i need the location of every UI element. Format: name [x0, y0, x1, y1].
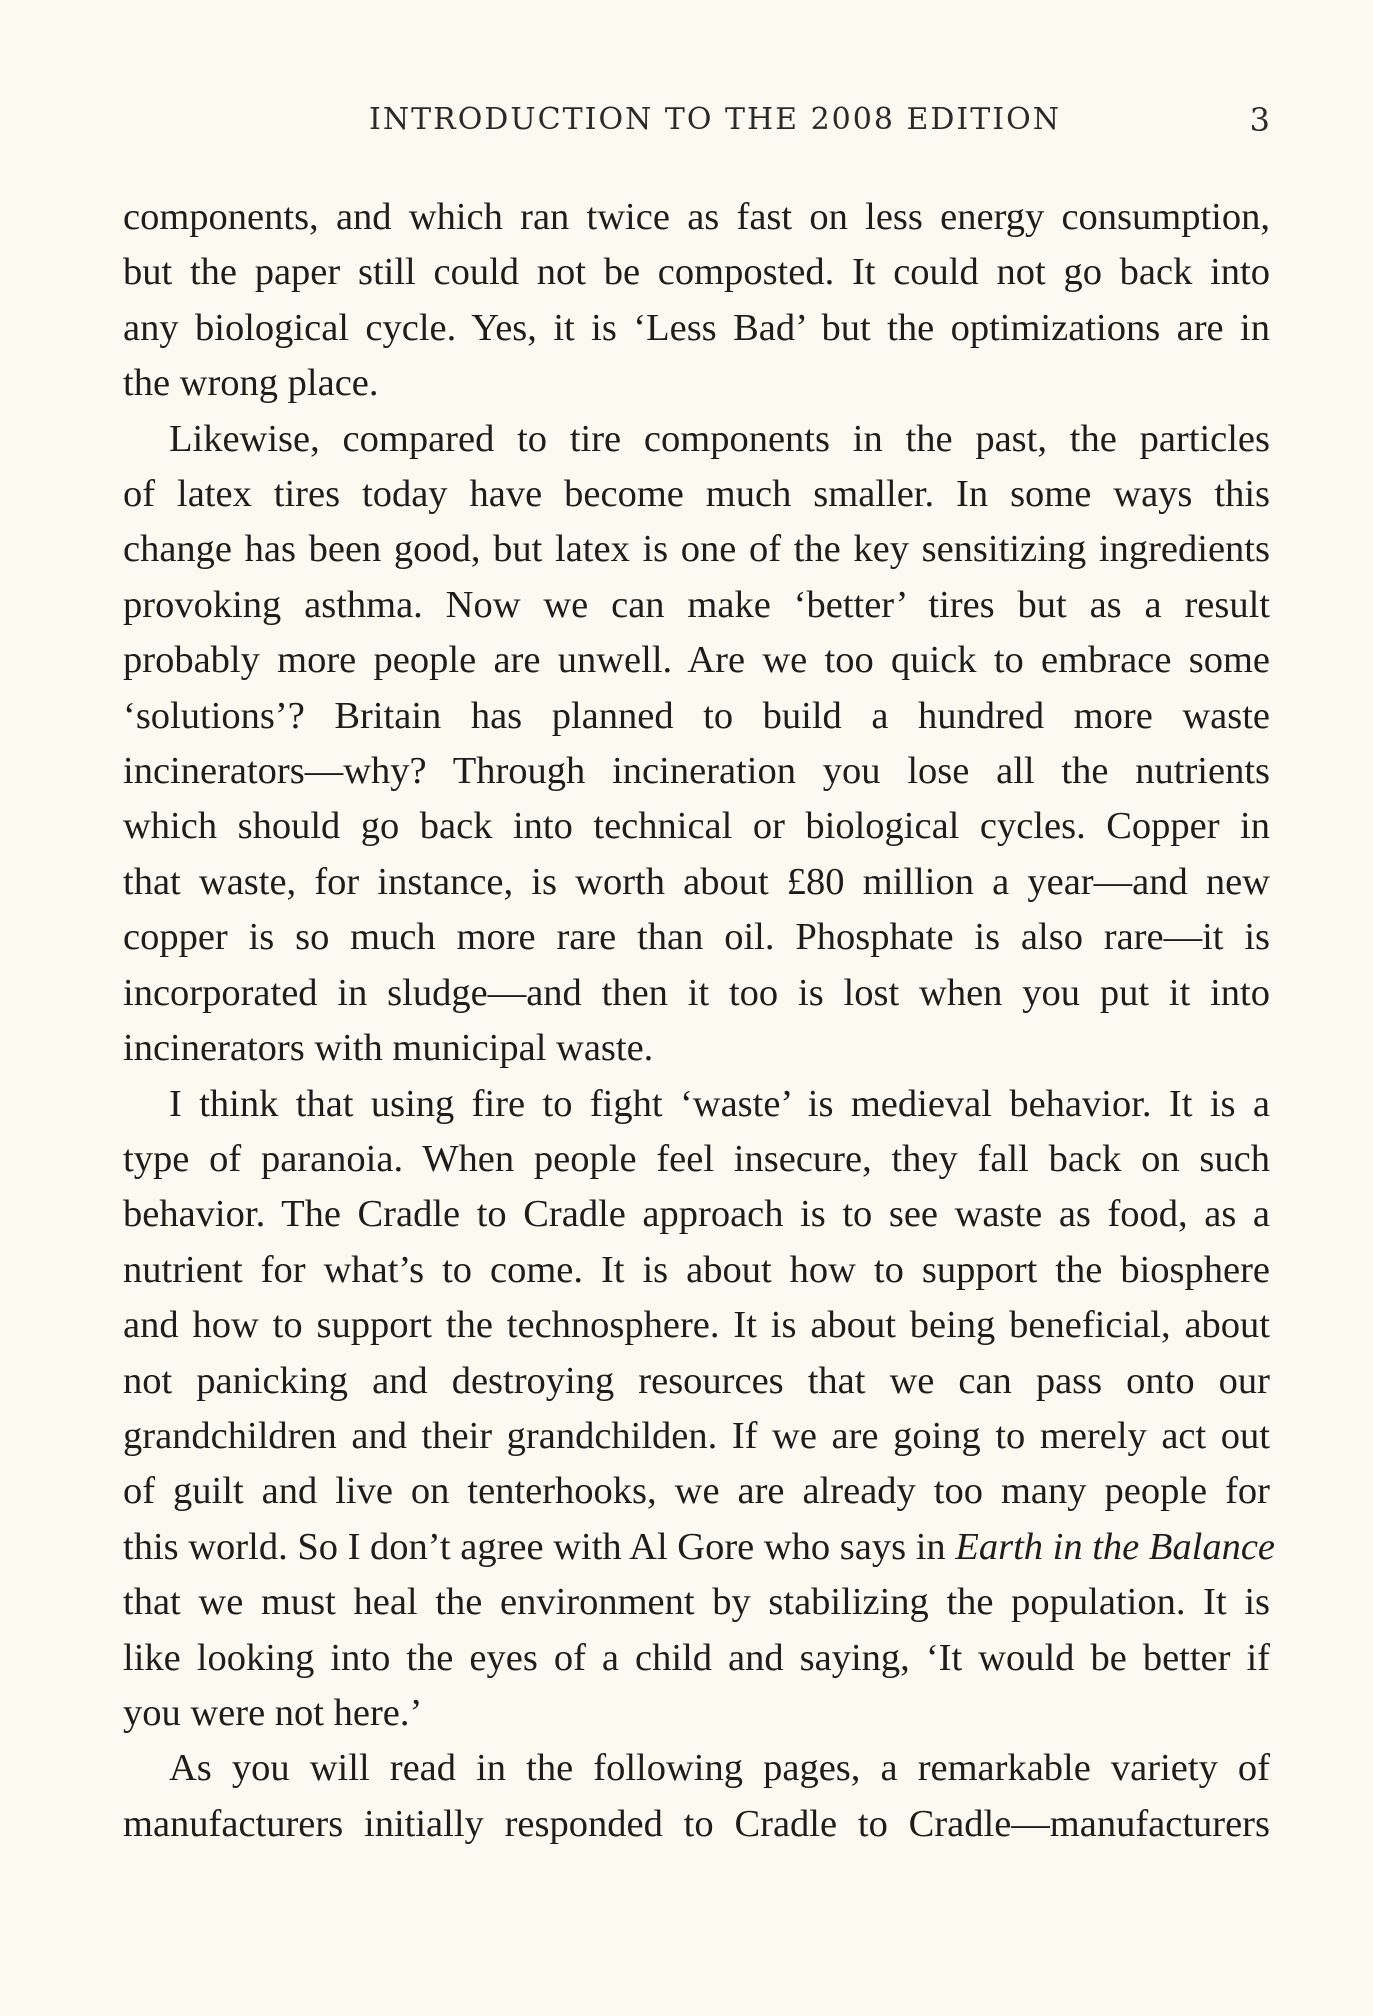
text-line: of latex tires today have become much smaller. In some ways this	[123, 473, 1270, 516]
text-line: nutrient for what’s to come. It is about how to support the biosphere	[123, 1248, 1270, 1291]
body-text	[123, 190, 1276, 1852]
book-title: Earth in the Balance	[955, 1525, 1276, 1568]
text-line: that we must heal the environment by stabilizing the population. It is	[123, 1581, 1270, 1624]
text-line: change has been good, but latex is one of the key sensitizing ingredients	[123, 528, 1270, 571]
text-line: of guilt and live on tenterhooks, we are already too many people for	[123, 1470, 1270, 1513]
text-line: the wrong place.	[123, 362, 379, 405]
text-line: like looking into the eyes of a child and saying, ‘It would be better if	[123, 1636, 1270, 1679]
text-line: probably more people are unwell. Are we too quick to embrace some	[123, 639, 1270, 682]
text-line: As you will read in the following pages, a remarkable variety of	[169, 1747, 1270, 1790]
text-line: you were not here.’	[123, 1691, 423, 1734]
running-head	[123, 100, 1270, 150]
text-line-with-book-title	[123, 1520, 1276, 1575]
running-title: INTRODUCTION TO THE 2008 EDITION	[369, 102, 1061, 137]
text-line: type of paranoia. When people feel insecure, they fall back on such	[123, 1137, 1270, 1180]
text-line: incinerators with municipal waste.	[123, 1027, 654, 1070]
text-line: copper is so much more rare than oil. Phosphate is also rare—it is	[123, 916, 1270, 959]
text-segment: this world. So I don’t agree with Al Gore who says in	[123, 1525, 956, 1568]
text-line: that waste, for instance, is worth about £80 million a year—and new	[123, 860, 1270, 903]
text-line: any biological cycle. Yes, it is ‘Less Bad’ but the optimizations are in	[123, 306, 1270, 349]
text-line: grandchildren and their grandchilden. If we are going to merely act out	[123, 1414, 1270, 1457]
text-line: I think that using fire to fight ‘waste’ is medieval behavior. It is a	[169, 1082, 1270, 1125]
paragraph-2	[123, 412, 1270, 1077]
text-line: which should go back into technical or biological cycles. Copper in	[123, 805, 1270, 848]
paragraph-4	[123, 1741, 1270, 1852]
text-line: manufacturers initially responded to Cradle to Cradle—manufacturers	[123, 1802, 1270, 1845]
text-line: components, and which ran twice as fast on less energy consumption,	[123, 196, 1270, 238]
text-line: incorporated in sludge—and then it too is lost when you put it into	[123, 971, 1270, 1014]
text-line: but the paper still could not be composted. It could not go back into	[123, 251, 1270, 294]
text-line: not panicking and destroying resources that we can pass onto our	[123, 1359, 1270, 1402]
page-number: 3	[1249, 101, 1270, 139]
paragraph-3	[123, 1077, 1276, 1742]
text-line: Likewise, compared to tire components in the past, the particles	[169, 417, 1270, 460]
text-line: behavior. The Cradle to Cradle approach is to see waste as food, as a	[123, 1193, 1270, 1236]
text-line: incinerators—why? Through incineration you lose all the nutrients	[123, 750, 1270, 793]
text-line: ‘solutions’? Britain has planned to build a hundred more waste	[123, 694, 1270, 737]
paragraph-1	[123, 190, 1270, 412]
text-line: provoking asthma. Now we can make ‘better’ tires but as a result	[123, 583, 1270, 626]
text-line: and how to support the technosphere. It is about being beneficial, about	[123, 1304, 1270, 1347]
